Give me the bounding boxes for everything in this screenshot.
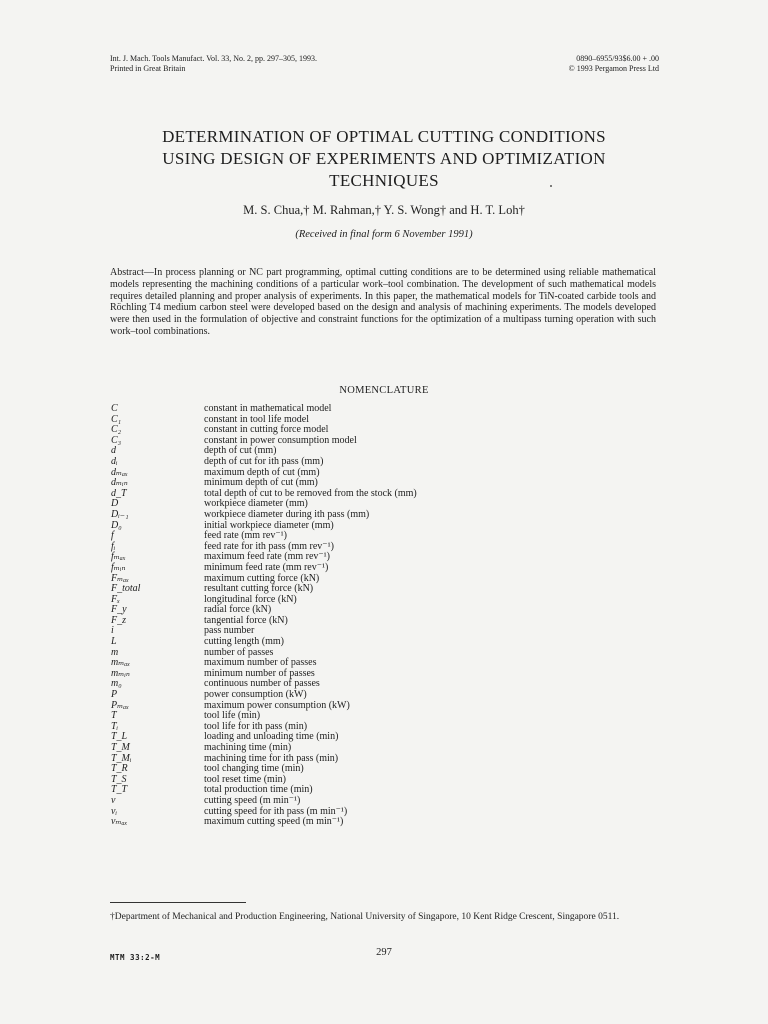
nomenclature-definition: tool life for ith pass (min) bbox=[204, 720, 308, 732]
nomenclature-heading: NOMENCLATURE bbox=[339, 385, 429, 396]
nomenclature-definition: maximum feed rate (mm rev⁻¹) bbox=[204, 551, 331, 563]
nomenclature-definition: maximum number of passes bbox=[204, 657, 317, 669]
nomenclature-definition: initial workpiece diameter (mm) bbox=[204, 519, 334, 531]
nomenclature-symbol: fᵢ bbox=[111, 540, 116, 552]
nomenclature-item bbox=[111, 669, 571, 680]
title-line: USING DESIGN OF EXPERIMENTS AND OPTIMIZATION bbox=[162, 149, 606, 168]
nomenclature-definition: tangential force (kN) bbox=[204, 614, 288, 626]
abstract-label: Abstract bbox=[110, 267, 144, 278]
nomenclature-symbol: mₘₐₓ bbox=[111, 657, 131, 669]
nomenclature-definition: depth of cut for ith pass (mm) bbox=[204, 455, 324, 467]
nomenclature-item bbox=[111, 468, 571, 479]
nomenclature-definition: loading and unloading time (min) bbox=[204, 731, 339, 743]
nomenclature-definition: maximum cutting speed (m min⁻¹) bbox=[204, 816, 344, 828]
affiliation-footnote: †Department of Mechanical and Production Engineering, National University of Singapore, 10 Kent Ridge Crescent, Singapore 0511. bbox=[110, 912, 620, 922]
nomenclature-item bbox=[111, 722, 571, 733]
nomenclature-item bbox=[111, 595, 571, 606]
nomenclature-item bbox=[111, 648, 571, 659]
nomenclature-item bbox=[111, 489, 571, 500]
nomenclature-definition: cutting speed for ith pass (m min⁻¹) bbox=[204, 805, 348, 817]
nomenclature-symbol: T_S bbox=[111, 773, 127, 785]
nomenclature-symbol: Fₓ bbox=[111, 593, 120, 605]
journal-code: MTM 33:2-M bbox=[110, 953, 161, 962]
nomenclature-symbol: vᵢ bbox=[111, 805, 118, 817]
nomenclature-definition: feed rate for ith pass (mm rev⁻¹) bbox=[204, 540, 334, 552]
nomenclature-symbol: L bbox=[111, 636, 117, 648]
nomenclature-symbol: i bbox=[111, 625, 114, 637]
nomenclature-symbol: D bbox=[111, 498, 119, 510]
nomenclature-symbol: dᵢ bbox=[111, 455, 118, 467]
nomenclature-item bbox=[111, 552, 571, 563]
nomenclature-item bbox=[111, 404, 571, 415]
received-text: (Received in final form 6 November 1991) bbox=[295, 229, 473, 240]
nomenclature-symbol: m₀ bbox=[111, 678, 122, 690]
abstract bbox=[110, 267, 656, 338]
nomenclature-definition: workpiece diameter during ith pass (mm) bbox=[204, 508, 370, 520]
nomenclature-symbol: fₘᵢₙ bbox=[111, 561, 126, 573]
nomenclature-definition: machining time (min) bbox=[204, 742, 292, 753]
nomenclature-symbol: T_R bbox=[111, 763, 128, 775]
nomenclature-definition: cutting speed (m min⁻¹) bbox=[204, 794, 301, 806]
nomenclature-item bbox=[111, 574, 571, 585]
nomenclature-definition: total depth of cut to be removed from the stock (mm) bbox=[204, 487, 417, 499]
nomenclature-definition: tool life (min) bbox=[204, 710, 261, 722]
issn-price: 0890–6955/93$6.00 + .00 bbox=[576, 54, 659, 63]
nomenclature-definition: maximum cutting force (kN) bbox=[204, 572, 320, 584]
nomenclature-symbol: v bbox=[111, 794, 116, 806]
nomenclature-definition: workpiece diameter (mm) bbox=[204, 498, 308, 510]
nomenclature-definition: tool reset time (min) bbox=[204, 773, 286, 785]
nomenclature-item bbox=[111, 510, 571, 521]
title-line: DETERMINATION OF OPTIMAL CUTTING CONDITIONS bbox=[162, 127, 606, 146]
author-list: M. S. Chua,† M. Rahman,† Y. S. Wong† and H. T. Loh† bbox=[243, 203, 525, 217]
nomenclature-item bbox=[111, 584, 571, 595]
nomenclature-item bbox=[111, 637, 571, 648]
nomenclature-definition: radial force (kN) bbox=[204, 604, 272, 616]
journal-header-left bbox=[110, 54, 317, 74]
nomenclature-symbol: fₘₐₓ bbox=[111, 551, 126, 563]
nomenclature-symbol: F_z bbox=[111, 614, 126, 626]
nomenclature-definition: feed rate (mm rev⁻¹) bbox=[204, 530, 287, 542]
nomenclature-item bbox=[111, 732, 571, 743]
nomenclature-symbol: mₘᵢₙ bbox=[111, 667, 130, 679]
nomenclature-symbol: T bbox=[111, 710, 117, 722]
nomenclature-definition: maximum depth of cut (mm) bbox=[204, 466, 320, 478]
nomenclature-symbol: vₘₐₓ bbox=[111, 816, 128, 828]
nomenclature-item bbox=[111, 521, 571, 532]
nomenclature-item bbox=[111, 785, 571, 796]
received-date bbox=[60, 228, 708, 242]
nomenclature-item bbox=[111, 658, 571, 669]
nomenclature-item bbox=[111, 796, 571, 807]
nomenclature-item bbox=[111, 531, 571, 542]
nomenclature-definition: total production time (min) bbox=[204, 784, 313, 796]
nomenclature-symbol: dₘₐₓ bbox=[111, 466, 128, 478]
nomenclature-definition: longitudinal force (kN) bbox=[204, 593, 297, 605]
journal-header-right bbox=[565, 54, 659, 74]
nomenclature-item bbox=[111, 605, 571, 616]
nomenclature-definition: machining time for ith pass (min) bbox=[204, 752, 339, 764]
nomenclature-definition: pass number bbox=[204, 625, 255, 637]
nomenclature-item bbox=[111, 457, 571, 468]
nomenclature-item bbox=[111, 817, 571, 828]
nomenclature-symbol: f bbox=[111, 530, 114, 542]
nomenclature-definition: constant in cutting force model bbox=[204, 424, 329, 436]
nomenclature-item bbox=[111, 542, 571, 553]
nomenclature-symbol: C₁ bbox=[111, 413, 122, 425]
nomenclature-item bbox=[111, 626, 571, 637]
nomenclature-item bbox=[111, 446, 571, 457]
nomenclature-symbol: F_total bbox=[111, 583, 141, 595]
nomenclature-definition: minimum depth of cut (mm) bbox=[204, 477, 318, 489]
copyright: © 1993 Pergamon Press Ltd bbox=[568, 64, 659, 73]
printed-in: Printed in Great Britain bbox=[110, 64, 186, 73]
nomenclature-symbol: T_L bbox=[111, 731, 128, 743]
stray-mark bbox=[550, 185, 552, 187]
nomenclature-symbol: m bbox=[111, 646, 119, 658]
nomenclature-item bbox=[111, 711, 571, 722]
nomenclature-symbol: T_T bbox=[111, 784, 128, 796]
nomenclature-symbol: dₘᵢₙ bbox=[111, 477, 128, 489]
nomenclature-definition: constant in mathematical model bbox=[204, 403, 332, 414]
nomenclature-definition: number of passes bbox=[204, 646, 274, 658]
nomenclature-symbol: T_M bbox=[111, 742, 130, 753]
nomenclature-definition: cutting length (mm) bbox=[204, 636, 284, 648]
nomenclature-item bbox=[111, 563, 571, 574]
nomenclature-definition: power consumption (kW) bbox=[204, 689, 307, 701]
nomenclature-item bbox=[111, 436, 571, 447]
nomenclature-symbol: T_Mᵢ bbox=[111, 752, 132, 764]
nomenclature-definition: minimum feed rate (mm rev⁻¹) bbox=[204, 561, 329, 573]
nomenclature-symbol: F_y bbox=[111, 604, 127, 616]
nomenclature-item bbox=[111, 775, 571, 786]
abstract-text: —In process planning or NC part programming, optimal cutting conditions are to be determined using reliable mathematical models representing the machining conditions of a particular work–tool combination. The development of such mathematical models requires detailed planning and proper analysis of experiments. In this paper, the mathematical models for TiN-coated carbide tools and Röchling T4 medium carbon steel were developed based on the design and analysis of machining experiments. The models developed were then used in the formulation of objective and constraint functions for the optimization of a multipass turning operation with such work–tool combinations. bbox=[110, 267, 656, 337]
nomenclature-symbol: P bbox=[111, 689, 118, 701]
paper-title bbox=[60, 126, 708, 192]
nomenclature-item bbox=[111, 701, 571, 712]
nomenclature-list bbox=[111, 404, 571, 828]
nomenclature-item bbox=[111, 754, 571, 765]
nomenclature-definition: depth of cut (mm) bbox=[204, 445, 277, 457]
page-number: 297 bbox=[376, 947, 392, 958]
nomenclature-item bbox=[111, 764, 571, 775]
nomenclature-definition: continuous number of passes bbox=[204, 678, 320, 690]
journal-citation: Int. J. Mach. Tools Manufact. Vol. 33, No. 2, pp. 297–305, 1993. bbox=[110, 54, 317, 63]
nomenclature-symbol: D₀ bbox=[111, 519, 122, 531]
nomenclature-definition: tool changing time (min) bbox=[204, 763, 304, 775]
nomenclature-item bbox=[111, 415, 571, 426]
nomenclature-symbol: Dᵢ₋₁ bbox=[111, 508, 129, 520]
nomenclature-symbol: Pₘₐₓ bbox=[111, 699, 130, 711]
nomenclature-symbol: Tᵢ bbox=[111, 720, 119, 732]
title-line: TECHNIQUES bbox=[329, 171, 439, 190]
nomenclature-symbol: C bbox=[111, 403, 118, 414]
nomenclature-symbol: d_T bbox=[111, 487, 127, 499]
nomenclature-definition: constant in power consumption model bbox=[204, 434, 357, 446]
nomenclature-symbol: d bbox=[111, 445, 116, 457]
nomenclature-symbol: C₂ bbox=[111, 424, 122, 436]
nomenclature-item bbox=[111, 743, 571, 754]
nomenclature-symbol: C₃ bbox=[111, 434, 122, 446]
nomenclature-item bbox=[111, 679, 571, 690]
nomenclature-definition: minimum number of passes bbox=[204, 667, 315, 679]
nomenclature-symbol: Fₘₐₓ bbox=[111, 572, 130, 584]
nomenclature-definition: maximum power consumption (kW) bbox=[204, 699, 350, 711]
nomenclature-item bbox=[111, 616, 571, 627]
nomenclature-definition: constant in tool life model bbox=[204, 413, 309, 425]
nomenclature-definition: resultant cutting force (kN) bbox=[204, 583, 314, 595]
footnote-rule bbox=[110, 902, 246, 903]
